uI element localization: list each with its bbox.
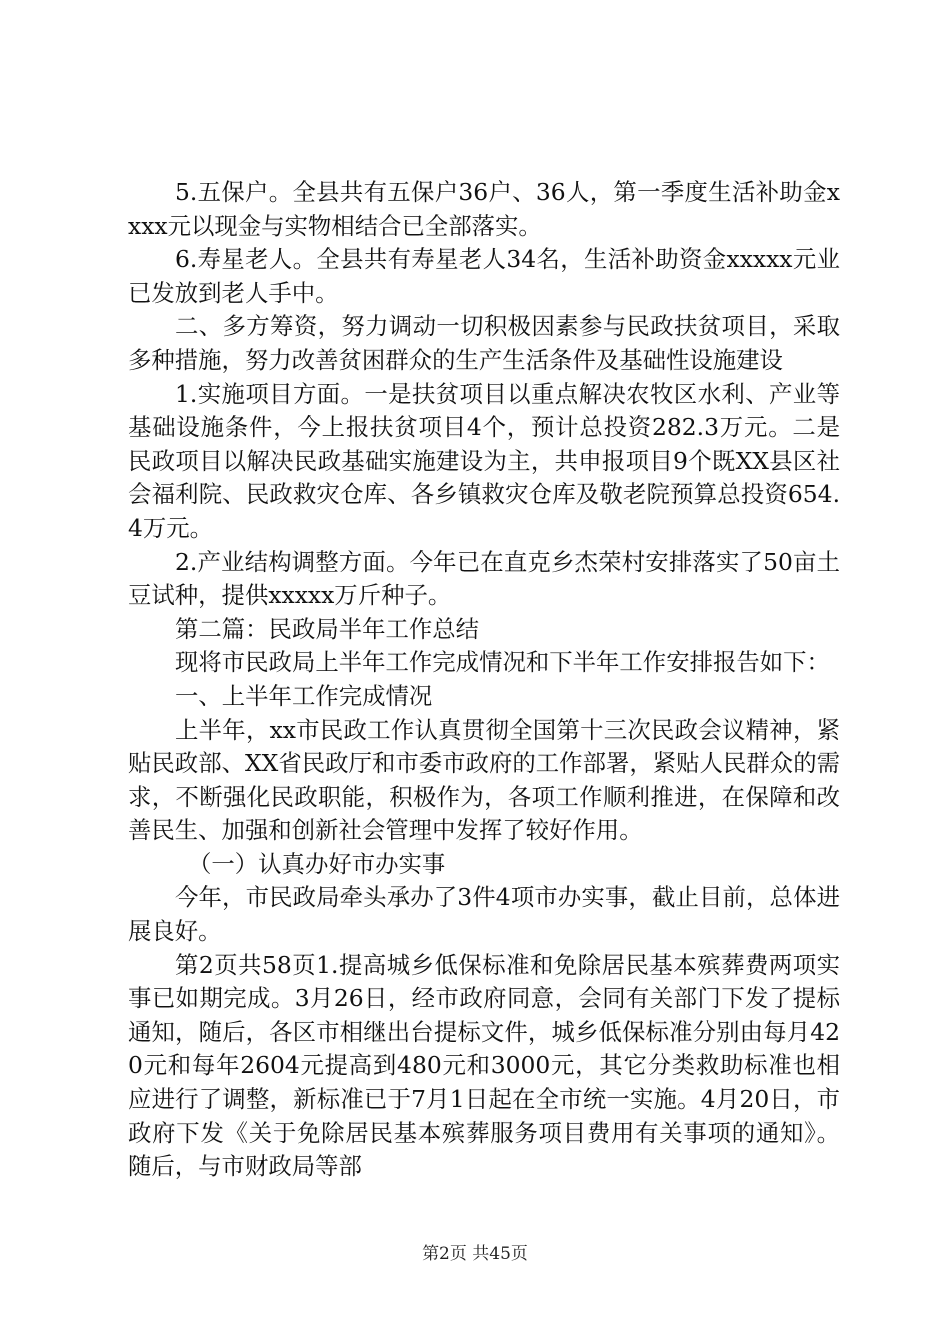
paragraph-city-affairs: 今年，市民政局牵头承办了3件4项市办实事，截止目前，总体进展良好。 — [128, 883, 840, 946]
paragraph-wubaohu: 5.五保户。全县共有五保户36户、36人，第一季度生活补助金xxxx元以现金与实物相结合已全部落实。 — [128, 178, 840, 240]
paragraph-project-implementation: 1.实施项目方面。一是扶贫项目以重点解决农牧区水利、产业等基础设施条件，今上报扶贫项目4个，预计总投资282.3万元。二是民政项目以解决民政基础实施建设为主，共申报项目9个既XX县区社会福利院、民政救灾仓库、各乡镇救灾仓库及敬老院预算总投资654.4万元。 — [128, 379, 840, 542]
page-footer: 第2页 共45页 — [422, 1244, 528, 1264]
document-body — [128, 176, 840, 1184]
paragraph-industry-adjustment: 2.产业结构调整方面。今年已在直克乡杰荣村安排落实了50亩土豆试种，提供xxxxx万斤种子。 — [128, 547, 840, 610]
paragraph-first-half-summary: 上半年，xx市民政工作认真贯彻全国第十三次民政会议精神，紧贴民政部、XX省民政厅和市委市政府的工作部署，紧贴人民群众的需求，不断强化民政职能，积极作为，各项工作顺利推进，在保障和改善民生、加强和创新社会管理中发挥了较好作用。 — [128, 715, 840, 845]
paragraph-subsection-one-heading: （一）认真办好市办实事 — [188, 849, 446, 878]
paragraph-standards-raise: 第2页共58页1.提高城乡低保标准和免除居民基本殡葬费两项实事已如期完成。3月26日，经市政府同意，会同有关部门下发了提标通知，随后，各区市相继出台提标文件，城乡低保标准分别由每月420元和每年2604元提高到480元和3000元，其它分类救助标准也相应进行了调整，新标准已于7月1日起在全市统一实施。4月20日，市政府下发《关于免除居民基本殡葬服务项目费用有关事项的通知》。随后，与市财政局等部 — [128, 950, 840, 1181]
paragraph-chapter-two-title: 第二篇：民政局半年工作总结 — [175, 614, 480, 643]
paragraph-first-half-heading: 一、上半年工作完成情况 — [175, 681, 433, 710]
paragraph-report-intro: 现将市民政局上半年工作完成情况和下半年工作安排报告如下： — [175, 648, 830, 677]
paragraph-section-two: 二、多方筹资，努力调动一切积极因素参与民政扶贫项目，采取多种措施，努力改善贫困群众的生产生活条件及基础性设施建设 — [128, 312, 840, 374]
paragraph-shouxing-laoren: 6.寿星老人。全县共有寿星老人34名，生活补助资金xxxxx元业已发放到老人手中。 — [128, 245, 840, 307]
